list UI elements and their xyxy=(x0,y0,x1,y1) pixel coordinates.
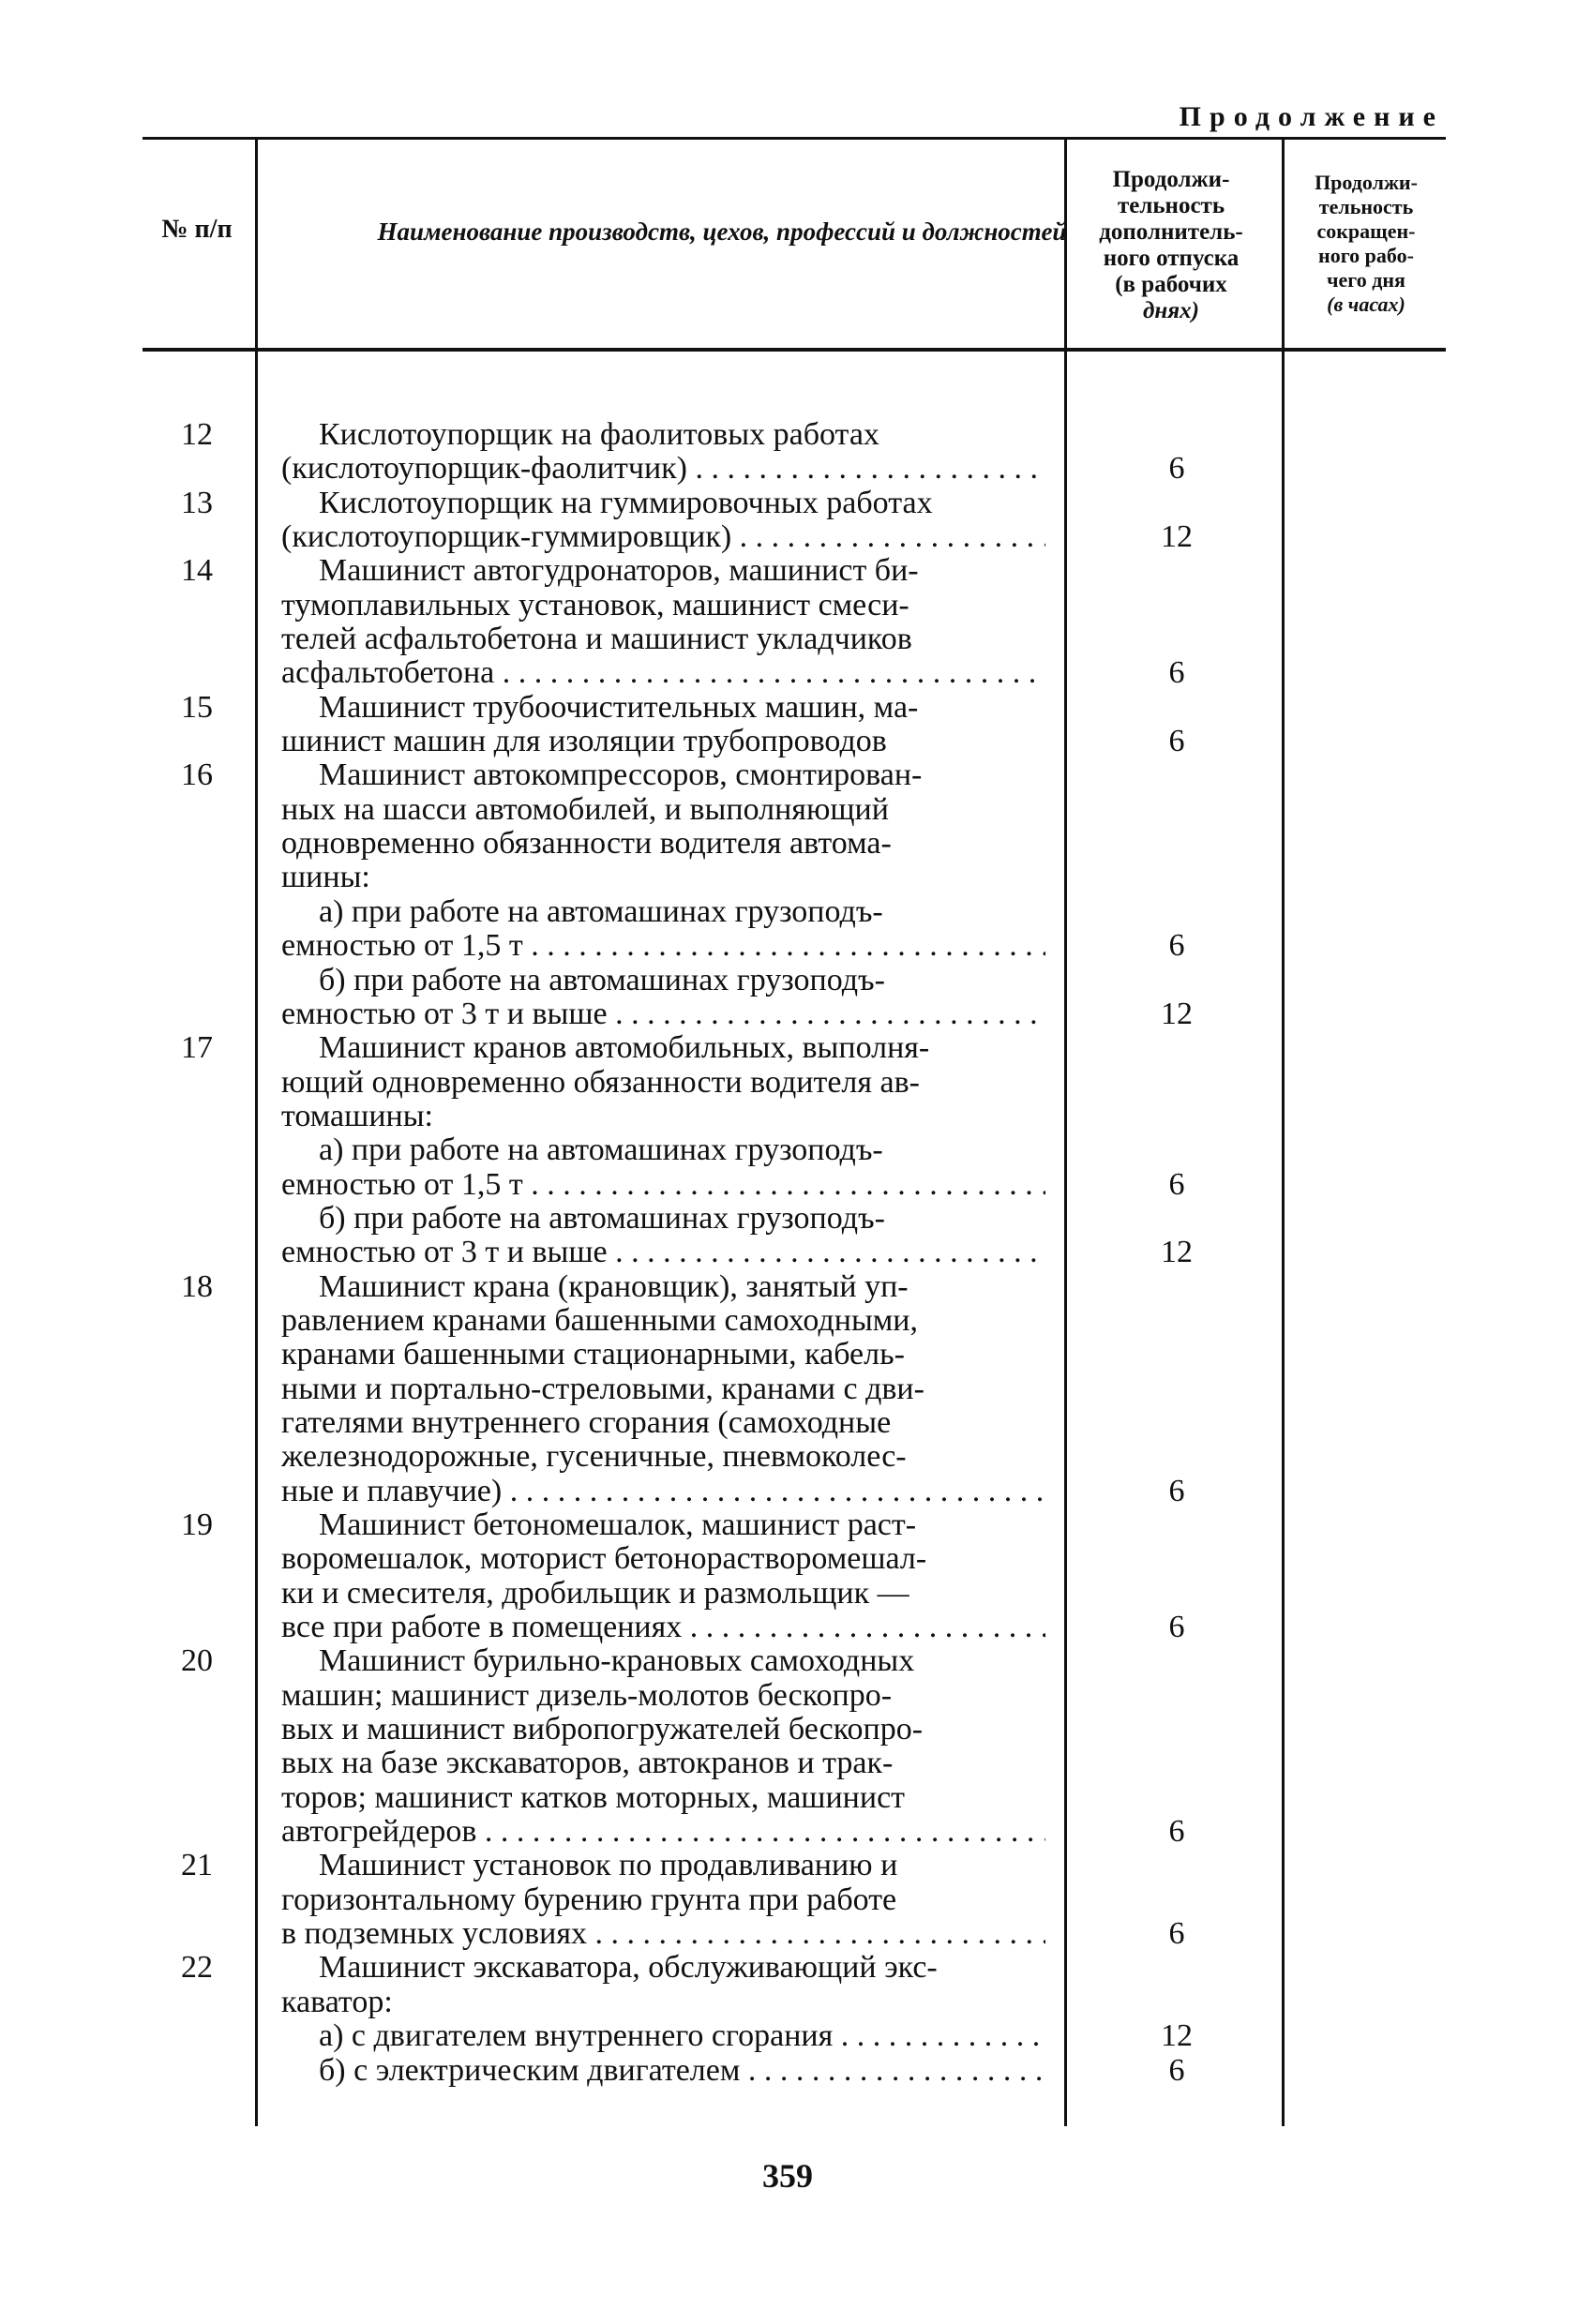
table-line xyxy=(0,1986,1578,2019)
table-line xyxy=(0,418,1578,452)
table-line xyxy=(0,554,1578,588)
table-line xyxy=(0,1644,1578,1678)
row-text: вых на базе экскаваторов, автокранов и трак- xyxy=(281,1747,894,1781)
header-extra-leave-line: днях) xyxy=(1143,298,1199,323)
row-text: каватор: xyxy=(281,1985,393,2019)
header-short-day-line: ного рабо- xyxy=(1318,244,1414,267)
row-number: 20 xyxy=(181,1643,213,1679)
row-text: емностью от 3 т и выше . . . xyxy=(281,997,1045,1031)
table-line xyxy=(0,1917,1578,1951)
row-leave-days: 6 xyxy=(1168,928,1185,964)
table-line xyxy=(0,1849,1578,1882)
row-number: 19 xyxy=(181,1507,213,1542)
row-number: 18 xyxy=(181,1268,213,1304)
header-short-day-line: чего дня xyxy=(1327,268,1405,292)
row-leave-days: 6 xyxy=(1168,1166,1185,1202)
row-text: Машинист экскаватора, обслуживающий экс- xyxy=(319,1951,938,1986)
table-line xyxy=(0,1713,1578,1747)
row-text: а) с двигателем внутреннего сгорания . . . xyxy=(281,2019,1045,2053)
row-number: 15 xyxy=(181,689,213,725)
table-line xyxy=(0,964,1578,997)
header-extra-leave-line: Продолжи- xyxy=(1112,167,1230,192)
row-text: Машинист автокомпрессоров, смонтирован- xyxy=(319,758,923,793)
row-leave-days: 6 xyxy=(1168,724,1185,759)
table-line xyxy=(0,691,1578,725)
table-line xyxy=(0,1031,1578,1065)
header-extra-leave-line: дополнитель- xyxy=(1099,219,1243,245)
row-text: в подземных условиях . . . xyxy=(281,1917,1045,1951)
row-leave-days: 12 xyxy=(1161,996,1193,1031)
row-text: автогрейдеров . . . xyxy=(281,1815,1045,1849)
row-leave-days: 6 xyxy=(1168,1916,1185,1952)
row-text: машин; машинист дизель-молотов бескопро- xyxy=(281,1678,893,1713)
table-body xyxy=(0,418,1578,2088)
row-text: вых и машинист вибропогружателей бескопро- xyxy=(281,1713,924,1747)
row-text: Кислотоупорщик на гуммировочных работах xyxy=(319,486,933,520)
row-leave-days: 6 xyxy=(1168,2052,1185,2088)
row-text: емностью от 3 т и выше . . . xyxy=(281,1236,1045,1269)
header-extra-leave-line: (в рабочих xyxy=(1115,272,1227,297)
header-short-day-line: сокращен- xyxy=(1316,219,1416,243)
row-text: ные и плавучие) . . . xyxy=(281,1475,1045,1508)
table-line xyxy=(0,793,1578,827)
table-line xyxy=(0,1202,1578,1236)
row-number: 14 xyxy=(181,553,213,589)
row-text: шинист машин для изоляции трубопроводов xyxy=(281,725,887,759)
header-bottom-rule xyxy=(143,348,1446,352)
table-line xyxy=(0,2054,1578,2088)
table-line xyxy=(0,895,1578,929)
table-line xyxy=(0,725,1578,758)
row-text: гателями внутреннего сгорания (самоходные xyxy=(281,1405,892,1440)
table-line xyxy=(0,1066,1578,1100)
table-line xyxy=(0,487,1578,520)
row-text: железнодорожные, гусеничные, пневмоколес- xyxy=(281,1440,907,1475)
table-line xyxy=(0,1372,1578,1406)
table-line xyxy=(0,1406,1578,1440)
row-text: тумоплавильных установок, машинист смеси- xyxy=(281,588,909,622)
row-text: а) при работе на автомашинах грузоподъ- xyxy=(319,894,883,929)
table-line xyxy=(0,2019,1578,2053)
header-extra-leave-line: тельность xyxy=(1117,193,1225,218)
table-line xyxy=(0,452,1578,486)
row-leave-days: 6 xyxy=(1168,1610,1185,1645)
row-text: шины: xyxy=(281,861,370,895)
row-text: воромешалок, моторист бетонорастворомешал- xyxy=(281,1542,927,1577)
table-line xyxy=(0,622,1578,656)
row-number: 13 xyxy=(181,485,213,520)
header-number: № п/п xyxy=(161,215,233,244)
row-number: 16 xyxy=(181,757,213,793)
continuation-label: Продолжение xyxy=(1179,101,1444,132)
row-text: ки и смесителя, дробильщик и размольщик — xyxy=(281,1576,909,1611)
row-text: торов; машинист катков моторных, машинист xyxy=(281,1780,906,1815)
row-text: Машинист бетономешалок, машинист раст- xyxy=(319,1508,917,1542)
table-line xyxy=(0,589,1578,622)
top-rule xyxy=(143,137,1446,140)
row-leave-days: 6 xyxy=(1168,655,1185,691)
table-line xyxy=(0,929,1578,963)
row-text: Машинист кранов автомобильных, выполня- xyxy=(319,1031,930,1066)
row-text: емностью от 1,5 т . . . xyxy=(281,929,1045,963)
row-number: 17 xyxy=(181,1030,213,1066)
table-line xyxy=(0,1542,1578,1576)
row-text: томашины: xyxy=(281,1099,433,1133)
row-text: б) с электрическим двигателем . . . xyxy=(281,2054,1045,2088)
header-name: Наименование производств, цехов, профессий и должностей xyxy=(377,217,1067,246)
row-number: 21 xyxy=(181,1848,213,1883)
header-short-day xyxy=(1286,171,1446,317)
row-text: Машинист крана (крановщик), занятый уп- xyxy=(319,1269,909,1304)
row-text: асфальтобетона . . . xyxy=(281,656,1045,690)
table-line xyxy=(0,1747,1578,1780)
header-short-day-line: (в часах) xyxy=(1327,292,1405,316)
table-line xyxy=(0,1475,1578,1508)
row-text: телей асфальтобетона и машинист укладчиков xyxy=(281,622,912,657)
row-text: равлением кранами башенными самоходными, xyxy=(281,1303,919,1338)
table-line xyxy=(0,1508,1578,1542)
row-text: Машинист автогудронаторов, машинист би- xyxy=(319,554,919,589)
row-text: Машинист трубоочистительных машин, ма- xyxy=(319,690,919,725)
table-line xyxy=(0,1611,1578,1644)
row-leave-days: 6 xyxy=(1168,451,1185,487)
row-leave-days: 6 xyxy=(1168,1473,1185,1508)
header-extra-leave-line: ного отпуска xyxy=(1103,246,1240,271)
table-line xyxy=(0,1440,1578,1474)
row-text: б) при работе на автомашинах грузоподъ- xyxy=(319,1201,885,1236)
table-line xyxy=(0,1236,1578,1269)
table-line xyxy=(0,1338,1578,1372)
table-line xyxy=(0,1304,1578,1338)
table-line xyxy=(0,1270,1578,1304)
row-text: одновременно обязанности водителя автома- xyxy=(281,827,892,862)
row-text: все при работе в помещениях . . . xyxy=(281,1611,1045,1644)
row-text: кранами башенными стационарными, кабель- xyxy=(281,1338,905,1372)
header-short-day-line: Продолжи- xyxy=(1315,171,1418,194)
row-text: ных на шасси автомобилей, и выполняющий xyxy=(281,792,889,827)
table-line xyxy=(0,656,1578,690)
row-text: а) при работе на автомашинах грузоподъ- xyxy=(319,1133,883,1168)
header-extra-leave xyxy=(1067,167,1275,324)
row-text: (кислотоупорщик-гуммировщик) . . . xyxy=(281,520,1045,554)
table-line xyxy=(0,1577,1578,1611)
table-line xyxy=(0,1883,1578,1917)
table-line xyxy=(0,1951,1578,1985)
table-line xyxy=(0,1815,1578,1849)
table-line xyxy=(0,1168,1578,1202)
row-number: 22 xyxy=(181,1950,213,1986)
row-text: Машинист установок по продавливанию и xyxy=(319,1849,898,1883)
row-leave-days: 12 xyxy=(1161,1235,1193,1270)
row-text: ющий одновременно обязанности водителя ав- xyxy=(281,1065,920,1100)
row-leave-days: 12 xyxy=(1161,519,1193,555)
row-text: Кислотоупорщик на фаолитовых работах xyxy=(319,418,879,452)
row-text: емностью от 1,5 т . . . xyxy=(281,1168,1045,1202)
row-text: б) при работе на автомашинах грузоподъ- xyxy=(319,963,885,997)
row-text: ными и портально-стреловыми, кранами с дви- xyxy=(281,1372,924,1406)
row-leave-days: 6 xyxy=(1168,1814,1185,1850)
row-text: (кислотоупорщик-фаолитчик) . . . xyxy=(281,452,1045,486)
table-line xyxy=(0,1679,1578,1713)
row-text: Машинист бурильно-крановых самоходных xyxy=(319,1644,915,1679)
table-line xyxy=(0,1100,1578,1133)
table-line xyxy=(0,827,1578,861)
page-number: 359 xyxy=(762,2157,813,2195)
header-short-day-line: тельность xyxy=(1318,195,1414,218)
row-text: горизонтальному бурению грунта при работе xyxy=(281,1882,897,1917)
row-number: 12 xyxy=(181,417,213,452)
table-line xyxy=(0,758,1578,792)
table-line xyxy=(0,861,1578,894)
table-line xyxy=(0,997,1578,1031)
table-line xyxy=(0,1133,1578,1167)
table-line xyxy=(0,1781,1578,1815)
row-leave-days: 12 xyxy=(1161,2018,1193,2054)
table-line xyxy=(0,520,1578,554)
